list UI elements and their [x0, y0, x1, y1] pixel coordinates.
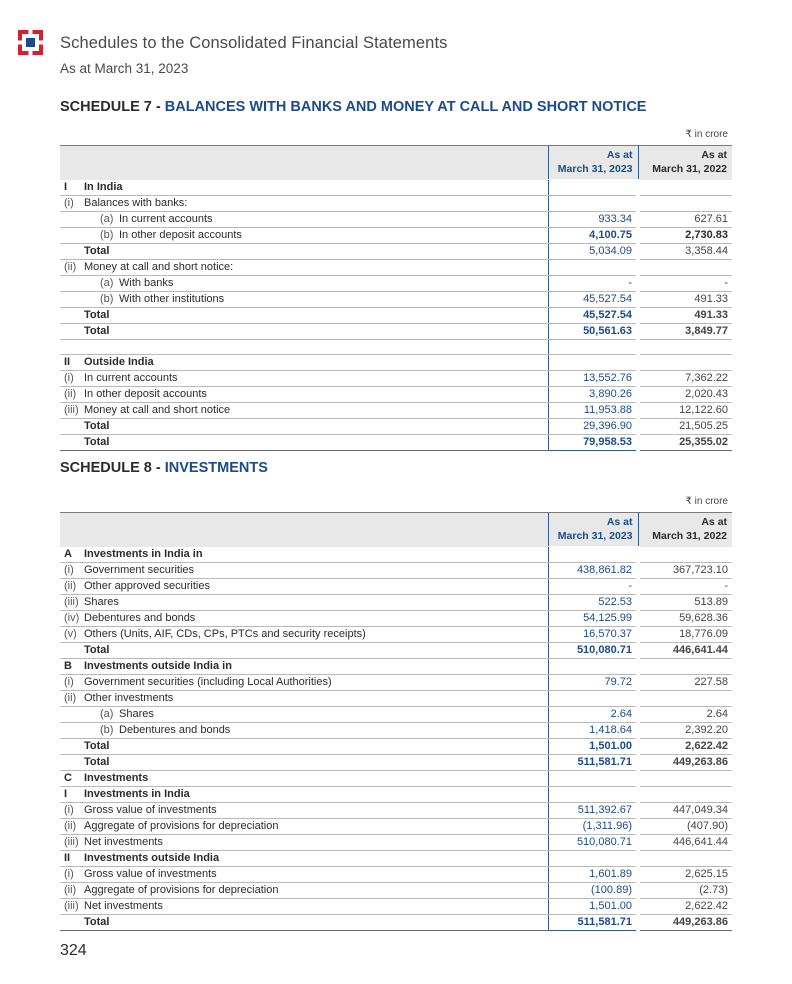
value-current: 11,953.88: [548, 403, 638, 419]
value-previous: 2,622.42: [638, 738, 732, 754]
value-previous: 367,723.10: [638, 562, 732, 578]
row-label: [60, 211, 548, 227]
row-label: [60, 658, 548, 674]
row-spacer: [548, 339, 638, 355]
row-number: (ii): [64, 388, 77, 401]
row-number: (iii): [64, 404, 79, 417]
row-text: Total: [84, 308, 110, 321]
schedule7-table: [60, 145, 732, 451]
value-current: 4,100.75: [548, 227, 638, 243]
table-row: [60, 547, 732, 563]
table-row: [60, 898, 732, 914]
value-current: 1,601.89: [548, 866, 638, 882]
row-text: Other approved securities: [84, 579, 210, 592]
row-label: [60, 547, 548, 563]
value-current: (100.89): [548, 882, 638, 898]
value-current: [548, 195, 638, 211]
column-header-current: As at March 31, 2023: [548, 146, 638, 180]
value-current: [548, 355, 638, 371]
table-row: [60, 882, 732, 898]
table-row: [60, 355, 732, 371]
table-row: [60, 419, 732, 435]
value-current: 933.34: [548, 211, 638, 227]
row-label: [60, 435, 548, 451]
value-previous: (2.73): [638, 882, 732, 898]
row-label: [60, 850, 548, 866]
table-row: [60, 578, 732, 594]
value-previous: 3,849.77: [638, 323, 732, 339]
table-row: [60, 642, 732, 658]
table-row: [60, 754, 732, 770]
row-number: (a): [100, 707, 114, 720]
row-text: Money at call and short notice:: [84, 260, 234, 273]
table-row: [60, 307, 732, 323]
row-text: Investments: [84, 771, 149, 784]
row-label: [60, 914, 548, 930]
table-row: [60, 291, 732, 307]
value-current: 50,561.63: [548, 323, 638, 339]
schedule7-title-prefix: SCHEDULE 7 -: [60, 99, 165, 115]
row-label: [60, 195, 548, 211]
row-number: (a): [100, 212, 114, 225]
row-number: (b): [100, 292, 114, 305]
row-label: [60, 770, 548, 786]
value-previous: 627.61: [638, 211, 732, 227]
row-number: (i): [64, 196, 74, 209]
value-current: 510,080.71: [548, 834, 638, 850]
row-text: Total: [84, 915, 110, 928]
value-current: 511,581.71: [548, 754, 638, 770]
row-text: Net investments: [84, 899, 163, 912]
value-previous: [638, 786, 732, 802]
value-previous: 3,358.44: [638, 243, 732, 259]
row-label: [60, 291, 548, 307]
schedule8-title-prefix: SCHEDULE 8 -: [60, 460, 165, 476]
value-current: 16,570.37: [548, 626, 638, 642]
value-current: [548, 180, 638, 196]
row-label: [60, 180, 548, 196]
row-text: Other investments: [84, 691, 174, 704]
row-text: Government securities: [84, 563, 195, 576]
row-number: (i): [64, 563, 74, 576]
table-row: [60, 227, 732, 243]
table-row: [60, 387, 732, 403]
table-row: [60, 802, 732, 818]
table-row: [60, 435, 732, 451]
row-text: In current accounts: [119, 212, 213, 225]
row-label: [60, 690, 548, 706]
table-row: [60, 674, 732, 690]
table-row: [60, 658, 732, 674]
column-header-previous: As at March 31, 2022: [638, 146, 732, 180]
row-number: (ii): [64, 260, 77, 273]
schedule8-title-main: INVESTMENTS: [164, 460, 268, 476]
row-number: (i): [64, 675, 74, 688]
table-row: [60, 738, 732, 754]
row-label: [60, 818, 548, 834]
value-previous: 2,020.43: [638, 387, 732, 403]
row-number: (ii): [64, 883, 77, 896]
row-text: Investments outside India in: [84, 659, 232, 672]
value-current: -: [548, 275, 638, 291]
value-current: 45,527.54: [548, 291, 638, 307]
table-row: [60, 850, 732, 866]
value-previous: 491.33: [638, 307, 732, 323]
table-row: [60, 195, 732, 211]
row-number: II: [64, 356, 71, 369]
value-previous: 447,049.34: [638, 802, 732, 818]
row-label: [60, 562, 548, 578]
row-text: Balances with banks:: [84, 196, 188, 209]
row-label: [60, 323, 548, 339]
row-text: With other institutions: [119, 292, 225, 305]
table-row: [60, 259, 732, 275]
table-row: [60, 690, 732, 706]
row-number: (v): [64, 627, 77, 640]
value-current: 511,581.71: [548, 914, 638, 930]
schedule7-title-main: BALANCES WITH BANKS AND MONEY AT CALL AND SHORT NOTICE: [164, 99, 647, 115]
row-label: [60, 866, 548, 882]
row-number: (b): [100, 228, 114, 241]
value-current: 45,527.54: [548, 307, 638, 323]
table-row: [60, 786, 732, 802]
value-current: 522.53: [548, 594, 638, 610]
table-row: [60, 211, 732, 227]
row-text: In India: [84, 180, 123, 193]
value-current: 1,418.64: [548, 722, 638, 738]
table-row: [60, 594, 732, 610]
value-previous: [638, 195, 732, 211]
row-label: [60, 882, 548, 898]
column-header-label: [60, 146, 548, 180]
value-previous: -: [638, 578, 732, 594]
row-text: Total: [84, 324, 110, 337]
table-row: [60, 914, 732, 930]
value-current: 1,501.00: [548, 738, 638, 754]
row-text: Government securities (including Local Authorities): [84, 675, 332, 688]
row-text: Others (Units, AIF, CDs, CPs, PTCs and security receipts): [84, 627, 366, 640]
schedule8-table: [60, 512, 732, 931]
row-text: Investments outside India: [84, 851, 220, 864]
row-number: (iv): [64, 611, 80, 624]
value-current: 13,552.76: [548, 371, 638, 387]
row-number: (i): [64, 867, 74, 880]
value-previous: 18,776.09: [638, 626, 732, 642]
row-label: [60, 243, 548, 259]
value-current: [548, 658, 638, 674]
table-row: [60, 275, 732, 291]
row-number: (iii): [64, 595, 79, 608]
value-previous: [638, 355, 732, 371]
row-label: [60, 834, 548, 850]
row-text: In current accounts: [84, 372, 178, 385]
value-previous: 2.64: [638, 706, 732, 722]
value-current: [548, 786, 638, 802]
value-current: 3,890.26: [548, 387, 638, 403]
value-previous: 446,641.44: [638, 834, 732, 850]
row-label: [60, 754, 548, 770]
value-previous: 446,641.44: [638, 642, 732, 658]
value-previous: 21,505.25: [638, 419, 732, 435]
value-current: 79,958.53: [548, 435, 638, 451]
value-current: (1,311.96): [548, 818, 638, 834]
value-current: [548, 770, 638, 786]
value-current: -: [548, 578, 638, 594]
value-current: 511,392.67: [548, 802, 638, 818]
table-row: [60, 706, 732, 722]
value-previous: 59,628.36: [638, 610, 732, 626]
value-current: 29,396.90: [548, 419, 638, 435]
row-number: (ii): [64, 819, 77, 832]
value-previous: [638, 658, 732, 674]
row-label: [60, 738, 548, 754]
row-text: Net investments: [84, 835, 163, 848]
row-text: Money at call and short notice: [84, 404, 231, 417]
row-spacer: [638, 339, 732, 355]
row-text: Total: [84, 420, 110, 433]
column-header-label: [60, 513, 548, 547]
table-row: [60, 180, 732, 196]
value-previous: [638, 770, 732, 786]
schedule8-unit: ₹ in crore: [685, 496, 728, 507]
table-row: [60, 371, 732, 387]
row-label: [60, 419, 548, 435]
row-number: (b): [100, 723, 114, 736]
value-previous: [638, 259, 732, 275]
value-previous: 449,263.86: [638, 914, 732, 930]
row-text: Investments in India: [84, 787, 190, 800]
row-label: [60, 610, 548, 626]
row-text: Gross value of investments: [84, 867, 217, 880]
table-row: [60, 403, 732, 419]
value-current: 5,034.09: [548, 243, 638, 259]
row-text: In other deposit accounts: [84, 388, 207, 401]
page-header-title: Schedules to the Consolidated Financial Statements: [60, 34, 448, 52]
row-text: Total: [84, 739, 110, 752]
row-text: Debentures and bonds: [119, 723, 231, 736]
row-text: Total: [84, 643, 110, 656]
value-previous: [638, 690, 732, 706]
value-previous: -: [638, 275, 732, 291]
value-previous: [638, 850, 732, 866]
row-text: Aggregate of provisions for depreciation: [84, 883, 279, 896]
row-label: [60, 626, 548, 642]
row-text: Gross value of investments: [84, 803, 217, 816]
row-label: [60, 722, 548, 738]
row-number: (iii): [64, 835, 79, 848]
value-current: [548, 547, 638, 563]
schedule7-unit: ₹ in crore: [685, 129, 728, 140]
row-number: A: [64, 547, 72, 560]
row-number: (a): [100, 276, 114, 289]
value-current: [548, 850, 638, 866]
row-text: Debentures and bonds: [84, 611, 196, 624]
row-label: [60, 275, 548, 291]
row-number: (i): [64, 372, 74, 385]
value-previous: 7,362.22: [638, 371, 732, 387]
row-label: [60, 355, 548, 371]
row-label: [60, 642, 548, 658]
column-header-current: As at March 31, 2023: [548, 513, 638, 547]
value-current: 79.72: [548, 674, 638, 690]
table-row: [60, 866, 732, 882]
value-previous: 491.33: [638, 291, 732, 307]
schedule7-title: [60, 99, 646, 115]
row-number: (ii): [64, 691, 77, 704]
row-text: Total: [84, 244, 110, 257]
value-previous: 25,355.02: [638, 435, 732, 451]
table-row: [60, 562, 732, 578]
row-label: [60, 403, 548, 419]
table-row: [60, 610, 732, 626]
table-row: [60, 818, 732, 834]
row-text: With banks: [119, 276, 174, 289]
row-label: [60, 387, 548, 403]
value-previous: 2,730.83: [638, 227, 732, 243]
value-current: 510,080.71: [548, 642, 638, 658]
row-label: [60, 578, 548, 594]
row-label: [60, 371, 548, 387]
row-text: Total: [84, 436, 110, 449]
bank-logo: [18, 30, 43, 55]
value-previous: [638, 180, 732, 196]
row-number: (iii): [64, 899, 79, 912]
row-text: Shares: [84, 595, 119, 608]
table-row: [60, 834, 732, 850]
value-previous: 513.89: [638, 594, 732, 610]
row-text: Total: [84, 755, 110, 768]
value-previous: 12,122.60: [638, 403, 732, 419]
schedule8-title: [60, 460, 268, 476]
row-spacer: [60, 339, 548, 355]
value-current: 2.64: [548, 706, 638, 722]
row-label: [60, 786, 548, 802]
row-label: [60, 706, 548, 722]
row-label: [60, 674, 548, 690]
table-row: [60, 722, 732, 738]
row-text: Shares: [119, 707, 154, 720]
table-row: [60, 626, 732, 642]
value-current: [548, 259, 638, 275]
column-header-previous: As at March 31, 2022: [638, 513, 732, 547]
value-previous: 2,625.15: [638, 866, 732, 882]
value-current: 438,861.82: [548, 562, 638, 578]
row-number: C: [64, 771, 72, 784]
value-current: 54,125.99: [548, 610, 638, 626]
row-label: [60, 227, 548, 243]
row-text: Investments in India in: [84, 547, 203, 560]
row-label: [60, 802, 548, 818]
row-label: [60, 898, 548, 914]
row-text: Aggregate of provisions for depreciation: [84, 819, 279, 832]
row-number: B: [64, 659, 72, 672]
page-header-subtitle: As at March 31, 2023: [60, 61, 189, 76]
table-row: [60, 323, 732, 339]
value-previous: 2,622.42: [638, 898, 732, 914]
row-number: II: [64, 851, 71, 864]
value-previous: [638, 547, 732, 563]
row-number: I: [64, 180, 68, 193]
table-row: [60, 339, 732, 355]
row-label: [60, 259, 548, 275]
row-number: (i): [64, 803, 74, 816]
row-number: (ii): [64, 579, 77, 592]
row-label: [60, 307, 548, 323]
value-previous: 227.58: [638, 674, 732, 690]
value-previous: 449,263.86: [638, 754, 732, 770]
page-number: 324: [60, 942, 87, 959]
table-row: [60, 243, 732, 259]
row-number: I: [64, 787, 68, 800]
value-previous: 2,392.20: [638, 722, 732, 738]
table-row: [60, 770, 732, 786]
row-text: In other deposit accounts: [119, 228, 242, 241]
value-current: 1,501.00: [548, 898, 638, 914]
row-label: [60, 594, 548, 610]
value-previous: (407.90): [638, 818, 732, 834]
value-current: [548, 690, 638, 706]
row-text: Outside India: [84, 356, 154, 369]
